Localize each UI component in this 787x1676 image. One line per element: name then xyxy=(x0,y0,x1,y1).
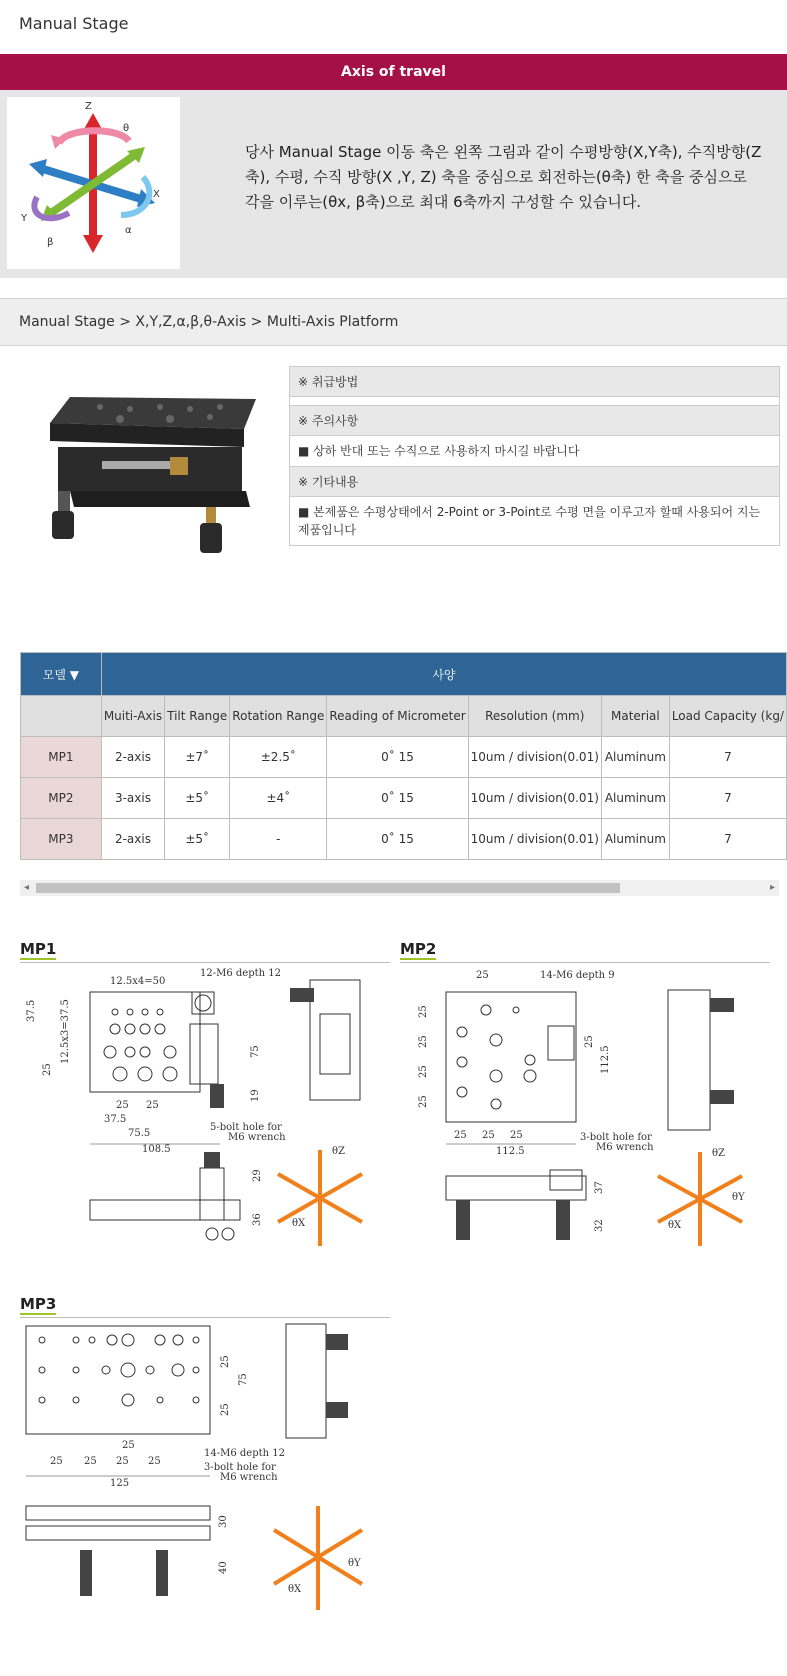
notes-panel xyxy=(289,366,780,546)
caution-text: ■ 상하 반대 또는 수직으로 사용하지 마시길 바랍니다 xyxy=(290,436,779,467)
spec-table xyxy=(20,652,787,860)
axis-label-y: Y xyxy=(21,213,28,224)
mp3-dim: 25 xyxy=(220,1403,231,1416)
axis-panel xyxy=(0,90,787,278)
mp1-dim: 25 xyxy=(116,1100,129,1111)
cell: 7 xyxy=(669,737,786,778)
cell: 0˚ 15 xyxy=(327,819,468,860)
mp2-underline xyxy=(400,962,770,963)
cell: - xyxy=(230,819,327,860)
mp3-dim: 40 xyxy=(218,1561,229,1574)
mp1-rot-z: θZ xyxy=(332,1146,345,1157)
cell: 10um / division(0.01) xyxy=(468,819,601,860)
mp3-rot-y: θY xyxy=(348,1558,361,1569)
cell: 3-axis xyxy=(101,778,164,819)
table-row xyxy=(21,737,787,778)
mp1-drawing xyxy=(20,964,395,1254)
axis-label-z: Z xyxy=(85,101,92,112)
mp2-dim: 25 xyxy=(510,1130,523,1141)
model-cell: MP3 xyxy=(21,819,102,860)
cell: ±5˚ xyxy=(165,778,230,819)
product-image xyxy=(30,395,260,570)
mp1-underline xyxy=(20,962,390,963)
cell: Aluminum xyxy=(601,819,669,860)
mp2-label: MP2 xyxy=(400,940,437,958)
mp2-dim: 14-M6 depth 9 xyxy=(540,970,615,981)
col-tilt-range: Tilt Range xyxy=(165,696,230,737)
handling-body xyxy=(290,397,779,406)
mp1-rot-x: θX xyxy=(292,1218,306,1229)
mp1-dim: 5-bolt hole for xyxy=(210,1122,282,1133)
axis-header: Axis of travel xyxy=(0,54,787,90)
axis-label-theta: θ xyxy=(123,123,130,134)
mp1-dim: 37.5 xyxy=(26,999,37,1022)
other-header: ※ 기타내용 xyxy=(290,467,779,497)
mp3-dim: 25 xyxy=(148,1456,161,1467)
mp2-rot-z: θZ xyxy=(712,1148,725,1159)
cell: Aluminum xyxy=(601,737,669,778)
axis-label-beta: β xyxy=(47,237,54,248)
mp1-dim: 29 xyxy=(252,1169,263,1182)
cell: Aluminum xyxy=(601,778,669,819)
mp1-dim: 25 xyxy=(42,1063,53,1076)
model-cell: MP1 xyxy=(21,737,102,778)
mp2-dim: 25 xyxy=(418,1035,429,1048)
mp2-dim: 25 xyxy=(418,1005,429,1018)
mp2-dim: 25 xyxy=(418,1095,429,1108)
caution-header: ※ 주의사항 xyxy=(290,406,779,436)
mp1-dim: M6 wrench xyxy=(228,1132,286,1143)
blank-header xyxy=(21,696,102,737)
mp3-drawing xyxy=(20,1320,395,1620)
mp3-dim: M6 wrench xyxy=(220,1472,278,1483)
spec-header: 사양 xyxy=(101,653,786,696)
mp3-dim: 25 xyxy=(50,1456,63,1467)
col-reading-micrometer: Reading of Micrometer xyxy=(327,696,468,737)
mp1-dim: 12.5x4=50 xyxy=(110,976,166,987)
cell: 2-axis xyxy=(101,737,164,778)
mp1-dim: 25 xyxy=(146,1100,159,1111)
mp3-dim: 3-bolt hole for xyxy=(204,1462,276,1473)
breadcrumb-text: Manual Stage > X,Y,Z,α,β,θ-Axis > Multi-Axis Platform xyxy=(19,314,399,330)
mp3-dim: 75 xyxy=(238,1373,249,1386)
mp2-dim: 37 xyxy=(594,1181,605,1194)
axis-label-alpha: α xyxy=(125,225,132,236)
mp3-dim: 30 xyxy=(218,1515,229,1528)
mp1-dim: 37.5 xyxy=(104,1114,127,1125)
cell: ±2.5˚ xyxy=(230,737,327,778)
page-title: Manual Stage xyxy=(19,14,129,33)
horizontal-scrollbar[interactable] xyxy=(20,880,779,896)
mp2-rot-x: θX xyxy=(668,1220,682,1231)
mp3-dim: 125 xyxy=(110,1478,130,1489)
cell: 7 xyxy=(669,778,786,819)
mp2-drawing xyxy=(400,964,775,1254)
mp1-dim: 12.5x3=37.5 xyxy=(60,999,71,1064)
cell: 10um / division(0.01) xyxy=(468,778,601,819)
mp1-dim: 12-M6 depth 12 xyxy=(200,968,281,979)
mp2-dim: 3-bolt hole for xyxy=(580,1132,652,1143)
mp3-dim: 14-M6 depth 12 xyxy=(204,1448,285,1459)
mp1-label: MP1 xyxy=(20,940,57,958)
mp2-dim: 112.5 xyxy=(600,1045,611,1074)
mp1-dim: 19 xyxy=(250,1089,261,1102)
mp3-dim: 25 xyxy=(84,1456,97,1467)
col-resolution: Resolution (mm) xyxy=(468,696,601,737)
scroll-right-icon[interactable]: ▸ xyxy=(769,882,775,893)
other-text: ■ 본제품은 수평상태에서 2-Point or 3-Point로 수평 면을 이루고자 할때 사용되어 지는 제품입니다 xyxy=(290,497,779,545)
handling-header: ※ 취급방법 xyxy=(290,367,779,397)
mp1-dim: 75.5 xyxy=(128,1128,151,1139)
mp2-dim: 112.5 xyxy=(496,1146,525,1157)
cell: 0˚ 15 xyxy=(327,737,468,778)
cell: 7 xyxy=(669,819,786,860)
col-load-capacity: Load Capacity (kg/ xyxy=(669,696,786,737)
mp2-dim: 25 xyxy=(482,1130,495,1141)
mp2-dim: M6 wrench xyxy=(596,1142,654,1153)
mp2-dim: 32 xyxy=(594,1219,605,1232)
axis-label-x: X xyxy=(153,189,160,200)
cell: ±7˚ xyxy=(165,737,230,778)
cell: 10um / division(0.01) xyxy=(468,737,601,778)
cell: ±4˚ xyxy=(230,778,327,819)
model-cell: MP2 xyxy=(21,778,102,819)
col-material: Material xyxy=(601,696,669,737)
cell: 0˚ 15 xyxy=(327,778,468,819)
model-sort-header[interactable]: 모델 ▼ xyxy=(21,653,102,696)
breadcrumb xyxy=(0,298,787,346)
mp2-dim: 25 xyxy=(476,970,489,981)
mp2-dim: 25 xyxy=(418,1065,429,1078)
mp3-dim: 25 xyxy=(116,1456,129,1467)
axis-description: 당사 Manual Stage 이동 축은 왼쪽 그림과 같이 수평방향(X,Y축), 수직방향(Z축), 수평, 수직 방향(X ,Y, Z) 축을 중심으로 회전하는(θ축) 한 축을 중심으로 각을 이루는(θx, β축)으로 최대 6축까지 구성할 수 있습니다. xyxy=(245,143,762,211)
scroll-left-icon[interactable]: ◂ xyxy=(24,882,30,893)
mp3-rot-x: θX xyxy=(288,1584,302,1595)
mp2-dim: 25 xyxy=(584,1035,595,1048)
cell: ±5˚ xyxy=(165,819,230,860)
mp3-label: MP3 xyxy=(20,1295,57,1313)
mp2-dim: 25 xyxy=(454,1130,467,1141)
mp3-dim: 25 xyxy=(220,1355,231,1368)
col-rotation-range: Rotation Range xyxy=(230,696,327,737)
cell: 2-axis xyxy=(101,819,164,860)
mp3-underline xyxy=(20,1317,390,1318)
col-multi-axis: Muiti-Axis xyxy=(101,696,164,737)
mp1-dim: 75 xyxy=(250,1045,261,1058)
table-row xyxy=(21,819,787,860)
axis-diagram xyxy=(7,97,180,269)
mp2-rot-y: θY xyxy=(732,1192,745,1203)
mp1-dim: 108.5 xyxy=(142,1144,171,1155)
scrollbar-thumb[interactable] xyxy=(36,883,620,893)
mp1-dim: 36 xyxy=(252,1213,263,1226)
mp3-dim: 25 xyxy=(122,1440,135,1451)
table-row xyxy=(21,778,787,819)
